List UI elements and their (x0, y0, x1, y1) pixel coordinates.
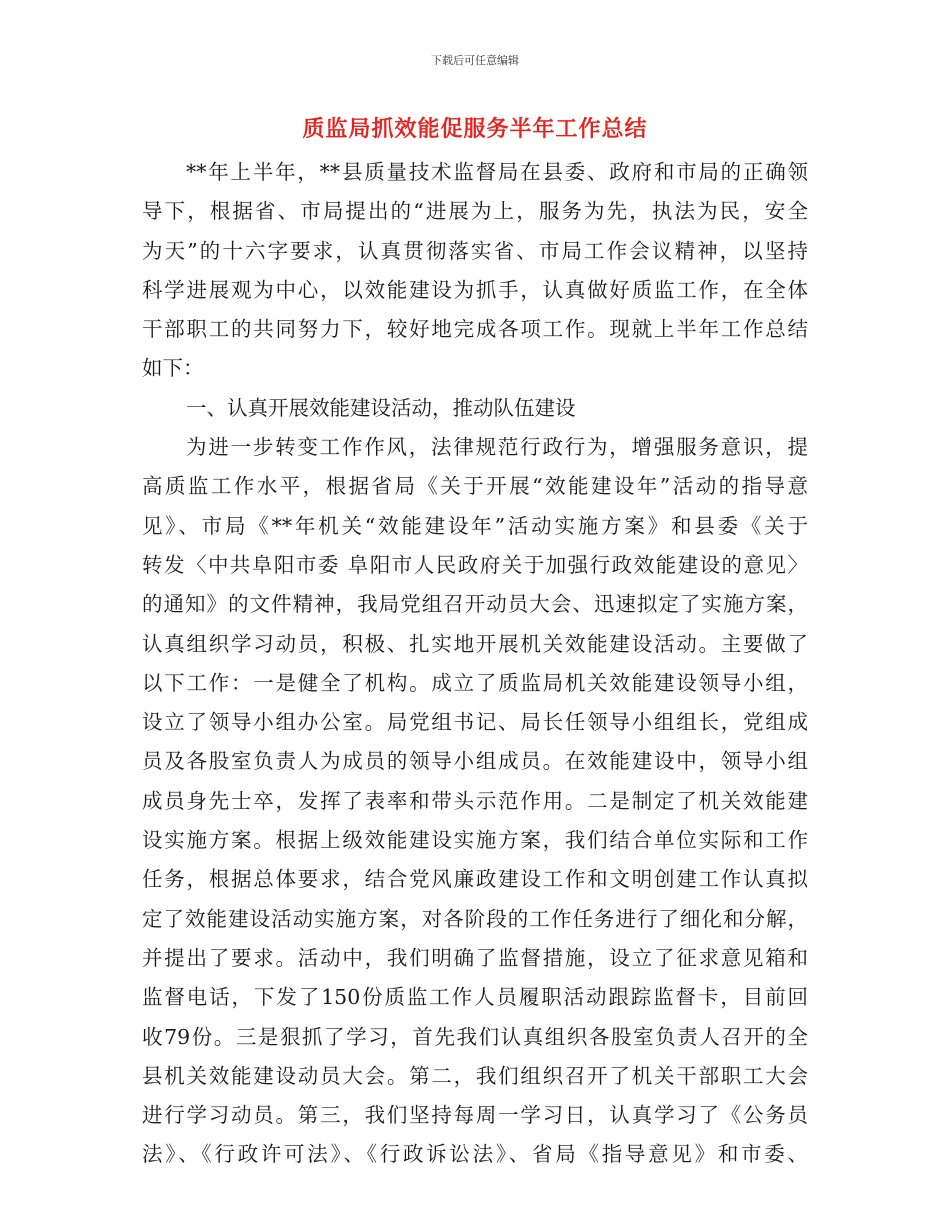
body-line: 的通知》的文件精神，我局党组召开动员大会、迅速拟定了实施方案， (142, 592, 808, 617)
body-line: 见》、市局《**年机关“效能建设年”活动实施方案》和县委《关于 (142, 513, 808, 538)
body-line: 县机关效能建设动员大会。第二，我们组织召开了机关干部职工大会 (142, 1063, 808, 1088)
body-line: 定了效能建设活动实施方案，对各阶段的工作任务进行了细化和分解， (142, 906, 808, 931)
body-line: 收79份。三是狠抓了学习，首先我们认真组织各股室负责人召开的全 (142, 1024, 808, 1049)
body-line: 高质监工作水平，根据省局《关于开展“效能建设年”活动的指导意 (142, 474, 808, 499)
body-line: 设实施方案。根据上级效能建设实施方案，我们结合单位实际和工作 (142, 828, 808, 853)
body-line: 并提出了要求。活动中，我们明确了监督措施，设立了征求意见箱和 (142, 945, 808, 970)
body-line: 以下工作：一是健全了机构。成立了质监局机关效能建设领导小组， (142, 670, 808, 695)
body-line: 转发〈中共阜阳市委 阜阳市人民政府关于加强行政效能建设的意见〉 (142, 552, 808, 577)
body-line: 导下，根据省、市局提出的“进展为上，服务为先，执法为民，安全 (142, 199, 808, 224)
body-line: 进行学习动员。第三，我们坚持每周一学习日，认真学习了《公务员 (142, 1103, 808, 1128)
document-title: 质监局抓效能促服务半年工作总结 (302, 117, 648, 142)
body-line: 任务，根据总体要求，结合党风廉政建设工作和文明创建工作认真拟 (142, 867, 808, 892)
body-line: 设立了领导小组办公室。局党组书记、局长任领导小组组长，党组成 (142, 710, 808, 735)
page-header-note: 下载后可任意编辑 (431, 54, 519, 67)
body-line: 监督电话，下发了150份质监工作人员履职活动跟踪监督卡，目前回 (142, 985, 808, 1010)
body-line: 员及各股室负责人为成员的领导小组成员。在效能建设中，领导小组 (142, 749, 808, 774)
body-line: 法》、《行政许可法》、《行政诉讼法》、省局《指导意见》和市委、 (142, 1142, 808, 1167)
body-line: 为进一步转变工作作风，法律规范行政行为，增强服务意识，提 (186, 435, 808, 460)
body-line: 认真组织学习动员，积极、扎实地开展机关效能建设活动。主要做了 (142, 631, 808, 656)
body-line: 为天”的十六字要求，认真贯彻落实省、市局工作会议精神，以坚持 (142, 238, 808, 263)
document-body (142, 153, 808, 1175)
body-line: 科学进展观为中心，以效能建设为抓手，认真做好质监工作，在全体 (142, 277, 808, 302)
section-heading: 一、认真开展效能建设活动，推动队伍建设 (186, 395, 576, 420)
body-line: 如下： (142, 356, 204, 381)
body-line: 干部职工的共同努力下，较好地完成各项工作。现就上半年工作总结 (142, 317, 808, 342)
body-line: 成员身先士卒，发挥了表率和带头示范作用。二是制定了机关效能建 (142, 788, 808, 813)
body-line: **年上半年，**县质量技术监督局在县委、政府和市局的正确领 (186, 160, 808, 184)
